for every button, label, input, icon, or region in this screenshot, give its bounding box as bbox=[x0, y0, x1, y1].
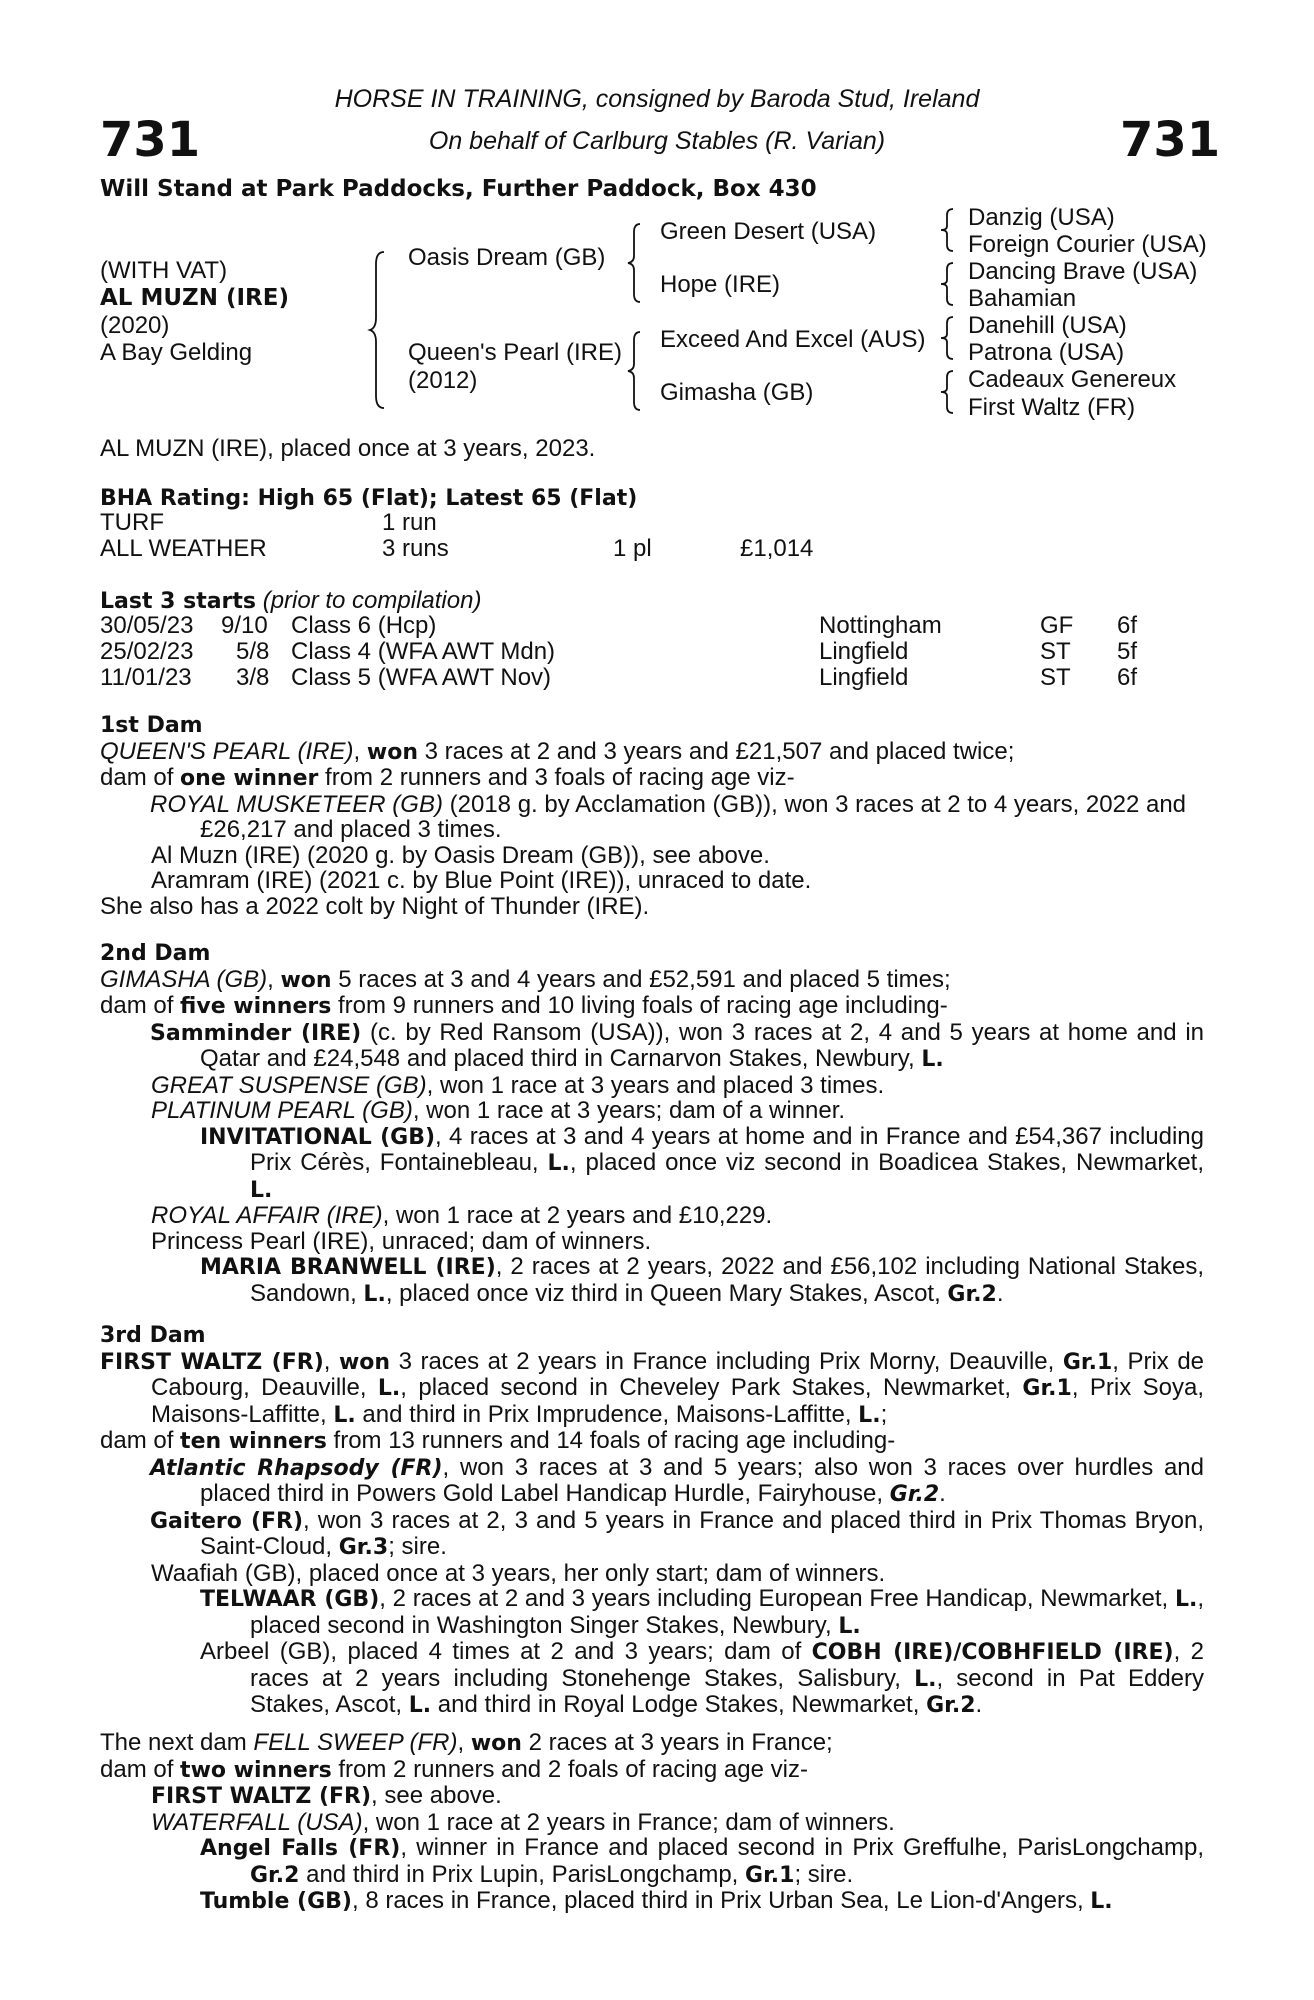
second-dam-foal-2 bbox=[100, 1073, 1204, 1099]
grade: L. bbox=[363, 1281, 386, 1307]
second-dam-foal-5: Princess Pearl (IRE), unraced; dam of winners. bbox=[151, 1227, 652, 1255]
winners-count: five winners bbox=[180, 994, 332, 1019]
second-dam-produce bbox=[100, 993, 1204, 1020]
text: , won 3 races at 3 and 5 years; also won 3 races over hurdles and placed third in Powers Gold Label Handicap Hurdle, Fairyhouse, bbox=[200, 1453, 1204, 1507]
text: from 13 runners and 14 foals of racing age including- bbox=[326, 1427, 896, 1454]
foal-name: Atlantic Rhapsody (FR) bbox=[150, 1455, 443, 1481]
text: , 2 races at 2 and 3 years including European Free Handicap, Newmarket, bbox=[379, 1585, 1175, 1612]
text: , second in Pat Eddery Stakes, Ascot, bbox=[250, 1664, 1205, 1718]
pedigree-sire: Oasis Dream (GB) bbox=[408, 244, 606, 271]
text: 3 races at 2 years in France including Prix Morny, Deauville, bbox=[390, 1347, 1063, 1375]
start-course: Nottingham bbox=[819, 612, 942, 639]
next-dam-foal-1 bbox=[100, 1783, 1204, 1810]
won-label: won bbox=[366, 739, 418, 765]
pedigree-gen3-2: Foreign Courier (USA) bbox=[968, 231, 1207, 258]
won-label: won bbox=[280, 967, 332, 993]
second-dam-grandfoal-2 bbox=[100, 1254, 1204, 1307]
grade: Gr.1 bbox=[745, 1862, 795, 1888]
first-dam-note: She also has a 2022 colt by Night of Thunder (IRE). bbox=[100, 892, 650, 920]
start-going: GF bbox=[1040, 612, 1074, 639]
grade: Gr.1 bbox=[1062, 1349, 1113, 1375]
foal-name: INVITATIONAL (GB) bbox=[200, 1124, 436, 1150]
pedigree-gen3-5: Danehill (USA) bbox=[968, 312, 1127, 339]
text: , 2 races at 2 years, 2022 and £56,102 including National Stakes, Sandown, bbox=[250, 1253, 1204, 1307]
start-distance: 6f bbox=[1117, 664, 1138, 691]
pedigree-sire-dam: Hope (IRE) bbox=[660, 271, 781, 298]
text: dam of bbox=[100, 764, 181, 791]
winners-count: two winners bbox=[180, 1757, 332, 1783]
start-race: Class 4 (WFA AWT Mdn) bbox=[291, 638, 556, 665]
start-position: 9/10 bbox=[221, 612, 268, 639]
text: , bbox=[457, 1729, 471, 1756]
grade: L. bbox=[250, 1177, 273, 1203]
rating-aw-runs: 3 runs bbox=[382, 535, 449, 562]
second-dam-foal-4 bbox=[100, 1203, 1204, 1229]
grade: L. bbox=[1090, 1889, 1113, 1914]
first-dam-record bbox=[100, 739, 1204, 766]
race-summary: AL MUZN (IRE), placed once at 3 years, 2023. bbox=[100, 435, 596, 462]
pedigree-brace-sire bbox=[628, 222, 644, 304]
text: , winner in France and placed second in Prix Greffulhe, ParisLongchamp, bbox=[400, 1834, 1204, 1861]
foal-name: ROYAL MUSKETEER (GB) bbox=[150, 790, 443, 818]
start-course: Lingfield bbox=[819, 664, 909, 691]
text: dam of bbox=[100, 992, 181, 1019]
next-dam-section bbox=[100, 1730, 1204, 1915]
next-dam-record bbox=[100, 1730, 1204, 1757]
dam-name: QUEEN'S PEARL (IRE) bbox=[100, 737, 354, 765]
grade: Gr.2 bbox=[250, 1862, 300, 1888]
text: ; sire. bbox=[388, 1533, 447, 1560]
grade: L. bbox=[333, 1402, 356, 1428]
text: ; sire. bbox=[794, 1860, 854, 1888]
dam-name: FIRST WALTZ (FR) bbox=[100, 1349, 324, 1375]
rating-aw-prize: £1,014 bbox=[740, 535, 814, 562]
start-going: ST bbox=[1040, 664, 1071, 691]
text: dam of bbox=[100, 1755, 181, 1783]
won-label: won bbox=[338, 1349, 391, 1375]
pedigree-brace-gen3-4 bbox=[941, 369, 957, 415]
third-dam-record bbox=[100, 1349, 1204, 1429]
third-dam-produce bbox=[100, 1428, 1204, 1455]
first-dam-produce bbox=[100, 765, 1204, 792]
text: Arbeel (GB), placed 4 times at 2 and 3 years; dam of bbox=[200, 1638, 812, 1665]
rating-turf-surface: TURF bbox=[100, 509, 164, 536]
second-dam-heading: 2nd Dam bbox=[100, 941, 211, 966]
text: from 2 runners and 3 foals of racing age viz- bbox=[318, 764, 795, 791]
pedigree-gen3-1: Danzig (USA) bbox=[968, 204, 1115, 231]
pedigree-dam-year: (2012) bbox=[408, 367, 478, 394]
text: (c. by Red Ransom (USA)), won 3 races at 2, 4 and 5 years at home and in Qatar and £24,548 and placed third in Carnarvon Stakes, Newbury, bbox=[200, 1018, 1204, 1072]
text: , placed second in Cheveley Park Stakes, Newmarket, bbox=[400, 1374, 1023, 1401]
last-starts-title: Last 3 starts bbox=[100, 589, 257, 614]
pedigree-gen3-7: Cadeaux Genereux bbox=[968, 366, 1177, 393]
third-dam-heading: 3rd Dam bbox=[100, 1323, 206, 1348]
first-dam-heading: 1st Dam bbox=[100, 713, 203, 738]
rating-turf-runs: 1 run bbox=[382, 509, 437, 536]
third-dam-foal-3: Waafiah (GB), placed once at 3 years, her only start; dam of winners. bbox=[151, 1559, 886, 1587]
third-dam-grandfoal-1 bbox=[100, 1586, 1204, 1639]
second-dam-foal-3 bbox=[100, 1098, 1204, 1124]
text: and third in Prix Lupin, ParisLongchamp, bbox=[299, 1860, 746, 1888]
dam-name: GIMASHA (GB) bbox=[100, 965, 268, 993]
text: , bbox=[353, 737, 367, 765]
pedigree-brace-main bbox=[370, 250, 390, 410]
grade: Gr.1 bbox=[1022, 1376, 1072, 1401]
start-date: 11/01/23 bbox=[100, 664, 192, 691]
text: , 4 races at 3 and 4 years at home and in France and £54,367 including Prix Cérès, Fontainebleau, bbox=[250, 1122, 1204, 1176]
start-distance: 6f bbox=[1117, 612, 1138, 639]
foal-name: COBH (IRE)/COBHFIELD (IRE) bbox=[811, 1640, 1174, 1665]
foal-name: WATERFALL (USA) bbox=[151, 1808, 363, 1836]
grade: L. bbox=[1174, 1587, 1198, 1612]
grade: Gr.2 bbox=[926, 1693, 976, 1718]
foal-name: GREAT SUSPENSE (GB) bbox=[151, 1071, 427, 1099]
text: 3 races at 2 and 3 years and £21,507 and placed twice; bbox=[418, 737, 1015, 765]
dam-name: FELL SWEEP (FR) bbox=[253, 1729, 458, 1756]
pedigree-gen3-8: First Waltz (FR) bbox=[968, 394, 1136, 421]
rating-aw-surface: ALL WEATHER bbox=[100, 535, 267, 562]
pedigree-brace-gen3-1 bbox=[941, 207, 957, 253]
text: . bbox=[939, 1480, 946, 1507]
horse-description: A Bay Gelding bbox=[100, 339, 253, 366]
text: , placed second in Washington Singer Stakes, Newbury, bbox=[250, 1585, 1205, 1639]
third-dam-grandfoal-2 bbox=[100, 1639, 1204, 1719]
grade: L. bbox=[377, 1376, 401, 1401]
foal-name: Gaitero (FR) bbox=[150, 1508, 304, 1534]
text: , won 1 race at 2 years and £10,229. bbox=[382, 1202, 773, 1229]
grade: Gr.2 bbox=[889, 1482, 940, 1507]
pedigree-gen3-6: Patrona (USA) bbox=[968, 339, 1125, 366]
third-dam-foal-1 bbox=[100, 1455, 1204, 1508]
text: , bbox=[323, 1347, 339, 1375]
winners-count: one winner bbox=[180, 766, 319, 791]
text: and third in Prix Imprudence, Maisons-Laffitte, bbox=[355, 1400, 859, 1428]
pedigree-sire-sire: Green Desert (USA) bbox=[660, 218, 877, 245]
grade: Gr.2 bbox=[947, 1281, 997, 1307]
text: 2 races at 3 years in France; bbox=[521, 1729, 833, 1756]
start-distance: 5f bbox=[1117, 638, 1138, 665]
text: ; bbox=[880, 1400, 888, 1428]
won-label: won bbox=[470, 1731, 522, 1756]
first-dam-section bbox=[100, 713, 1204, 919]
text: , bbox=[267, 965, 281, 993]
foal-name: Tumble (GB) bbox=[200, 1889, 352, 1914]
bha-rating-title: BHA Rating: High 65 (Flat); Latest 65 (Flat) bbox=[100, 486, 638, 511]
third-dam-foal-2 bbox=[100, 1508, 1204, 1561]
foal-name: PLATINUM PEARL (GB) bbox=[151, 1097, 413, 1124]
next-dam-grandfoal-1 bbox=[100, 1835, 1204, 1888]
pedigree-dam-sire: Exceed And Excel (AUS) bbox=[660, 326, 926, 353]
pedigree-brace-gen3-2 bbox=[941, 261, 957, 307]
grade: L. bbox=[921, 1047, 944, 1072]
text: . bbox=[975, 1691, 983, 1718]
foal-name: TELWAAR (GB) bbox=[200, 1587, 380, 1612]
pedigree-gen3-3: Dancing Brave (USA) bbox=[968, 258, 1198, 285]
text: 5 races at 3 and 4 years and £52,591 and placed 5 times; bbox=[331, 965, 951, 993]
text: , won 1 race at 3 years and placed 3 times. bbox=[426, 1071, 885, 1099]
rating-aw-placed: 1 pl bbox=[613, 535, 652, 562]
next-dam-produce bbox=[100, 1757, 1204, 1784]
start-position: 5/8 bbox=[236, 638, 270, 665]
pedigree-gen3-4: Bahamian bbox=[968, 285, 1077, 312]
second-dam-section bbox=[100, 941, 1204, 1307]
text: , placed once viz second in Boadicea Stakes, Newmarket, bbox=[569, 1149, 1205, 1176]
start-race: Class 6 (Hcp) bbox=[291, 612, 437, 639]
consignor-line: HORSE IN TRAINING, consigned by Baroda Stud, Ireland bbox=[334, 85, 980, 113]
first-dam-foal-1 bbox=[100, 792, 1204, 843]
start-position: 3/8 bbox=[236, 664, 270, 691]
foal-name: MARIA BRANWELL (IRE) bbox=[200, 1255, 496, 1280]
start-date: 25/02/23 bbox=[100, 638, 194, 665]
foal-name: FIRST WALTZ (FR) bbox=[151, 1784, 372, 1809]
horse-year: (2020) bbox=[100, 312, 170, 339]
second-dam-foal-1 bbox=[100, 1020, 1204, 1073]
vat-note: (WITH VAT) bbox=[100, 257, 228, 284]
text: , won 1 race at 2 years in France; dam of winners. bbox=[362, 1808, 895, 1836]
foal-name: ROYAL AFFAIR (IRE) bbox=[151, 1202, 383, 1229]
grade: L. bbox=[547, 1151, 570, 1176]
start-date: 30/05/23 bbox=[100, 612, 194, 639]
pedigree-brace-dam bbox=[628, 330, 644, 412]
next-dam-foal-2 bbox=[100, 1810, 1204, 1836]
foal-name: Samminder (IRE) bbox=[150, 1020, 362, 1046]
pedigree-dam: Queen's Pearl (IRE) bbox=[408, 339, 622, 366]
text: , won 1 race at 3 years; dam of a winner. bbox=[412, 1097, 846, 1124]
last-starts-heading bbox=[100, 587, 481, 615]
text: , 8 races in France, placed third in Prix Urban Sea, Le Lion-d'Angers, bbox=[351, 1887, 1091, 1914]
text: (2018 g. by Acclamation (GB)), won 3 races at 2 to 4 years, 2022 and £26,217 and placed 3 times. bbox=[200, 790, 1187, 843]
text: , won 3 races at 2, 3 and 5 years in France and placed third in Prix Thomas Bryon, Saint-Cloud, bbox=[200, 1506, 1204, 1560]
horse-name: AL MUZN (IRE) bbox=[100, 285, 289, 311]
text: The next dam bbox=[100, 1729, 254, 1756]
text: . bbox=[996, 1279, 1004, 1307]
text: , placed once viz third in Queen Mary Stakes, Ascot, bbox=[385, 1279, 948, 1307]
last-starts-note: (prior to compilation) bbox=[262, 587, 482, 614]
start-race: Class 5 (WFA AWT Nov) bbox=[291, 664, 552, 691]
grade: L. bbox=[408, 1693, 432, 1718]
text: from 2 runners and 2 foals of racing age viz- bbox=[331, 1755, 808, 1783]
text: from 9 runners and 10 living foals of racing age including- bbox=[331, 992, 948, 1019]
grade: L. bbox=[858, 1402, 881, 1428]
text: and third in Royal Lodge Stakes, Newmarket, bbox=[431, 1691, 927, 1718]
start-course: Lingfield bbox=[819, 638, 909, 665]
foal-name: Angel Falls (FR) bbox=[200, 1836, 401, 1861]
behalf-line: On behalf of Carlburg Stables (R. Varian) bbox=[428, 127, 886, 155]
winners-count: ten winners bbox=[180, 1429, 327, 1454]
grade: L. bbox=[914, 1666, 937, 1692]
text: , Prix Soya, Maisons-Laffitte, bbox=[151, 1374, 1204, 1428]
text: dam of bbox=[100, 1427, 181, 1454]
first-dam-foal-2: Al Muzn (IRE) (2020 g. by Oasis Dream (GB)), see above. bbox=[151, 841, 770, 869]
text: , Prix de Cabourg, Deauville, bbox=[151, 1347, 1205, 1401]
text: , see above. bbox=[371, 1782, 502, 1809]
lot-number-left: 731 bbox=[100, 112, 201, 168]
pedigree-dam-dam: Gimasha (GB) bbox=[660, 379, 814, 406]
second-dam-record bbox=[100, 967, 1204, 994]
next-dam-grandfoal-2 bbox=[100, 1888, 1204, 1915]
lot-number-right: 731 bbox=[1120, 112, 1221, 168]
pedigree-brace-gen3-3 bbox=[941, 315, 957, 361]
text: , 2 races at 2 years including Stonehenge Stakes, Salisbury, bbox=[250, 1638, 1204, 1692]
first-dam-foal-3: Aramram (IRE) (2021 c. by Blue Point (IRE)), unraced to date. bbox=[151, 867, 812, 894]
third-dam-section bbox=[100, 1323, 1204, 1719]
start-going: ST bbox=[1040, 638, 1071, 665]
grade: L. bbox=[838, 1613, 861, 1639]
grade: Gr.3 bbox=[338, 1535, 389, 1560]
second-dam-grandfoal-1 bbox=[100, 1124, 1204, 1204]
location-line: Will Stand at Park Paddocks, Further Paddock, Box 430 bbox=[100, 176, 817, 202]
